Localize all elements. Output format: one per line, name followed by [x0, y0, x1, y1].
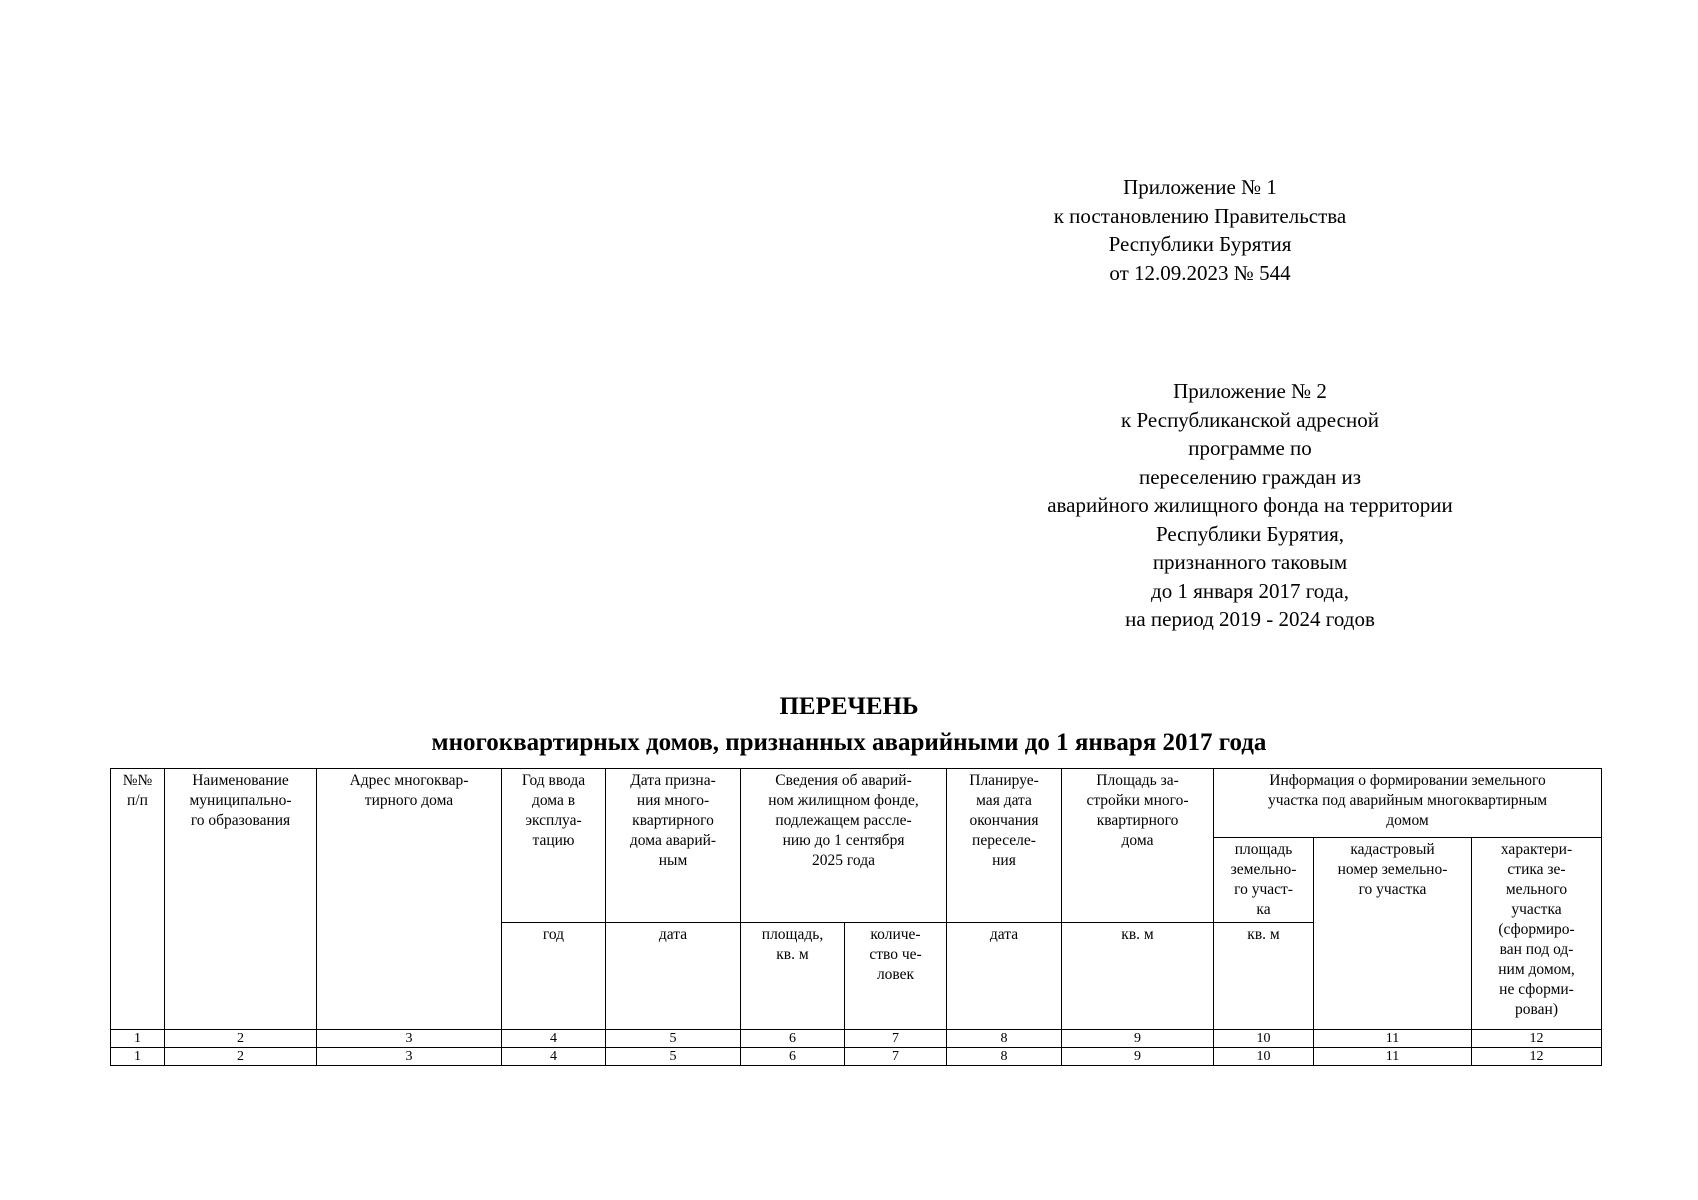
header-text: 2025 года: [812, 852, 875, 869]
annex-2-line: признанного таковым: [1152, 550, 1348, 574]
column-number: 10: [1214, 1048, 1314, 1066]
column-number: 9: [1062, 1030, 1214, 1048]
header-text: дома аварий-: [629, 832, 717, 849]
header-text: характери-: [1500, 841, 1573, 858]
header-text: го образования: [190, 812, 291, 829]
header-text: муниципально-: [189, 792, 292, 809]
header-text: Информация о формировании земельного: [1269, 772, 1546, 789]
header-text: стика зе-: [1507, 861, 1566, 878]
header-text: ния: [992, 852, 1016, 869]
header-text: участка: [1511, 901, 1562, 918]
header-building-area: [1062, 769, 1214, 923]
column-number: 5: [606, 1030, 741, 1048]
header-text: кадастровый: [1350, 841, 1435, 858]
column-number: 1: [111, 1030, 165, 1048]
unit-text: кв. м: [776, 946, 809, 963]
header-text: тирного дома: [364, 792, 454, 809]
unit-land-area: кв. м: [1214, 923, 1314, 1030]
annex-1-line: к постановлению Правительства: [1053, 203, 1347, 228]
column-number: 12: [1472, 1048, 1602, 1066]
header-text: Планируе-: [969, 772, 1039, 789]
header-address: [317, 769, 502, 1030]
header-text: рован): [1515, 1001, 1558, 1018]
header-text: мая дата: [976, 792, 1032, 809]
annex-2-line: Республики Бурятия,: [1155, 521, 1345, 546]
annex-2-line: к Республиканской адресной: [1121, 407, 1379, 432]
unit-text: ство че-: [869, 946, 922, 963]
annex-2-line: переселению граждан из: [1139, 464, 1361, 489]
annex-1-line: от 12.09.2023 № 544: [1109, 260, 1291, 285]
header-row: [111, 769, 1602, 838]
header-text: номер земельно-: [1337, 861, 1448, 878]
annex-2-line: Приложение № 2: [1173, 379, 1327, 403]
header-text: го участка: [1358, 881, 1427, 898]
column-number: 5: [606, 1048, 741, 1066]
header-text: участка под аварийным многоквартирным: [1267, 792, 1548, 809]
header-cadastral-number: [1314, 838, 1472, 1030]
header-text: стройки много-: [1086, 792, 1189, 809]
column-number-row: [111, 1030, 1602, 1048]
column-number: 4: [502, 1048, 606, 1066]
column-number: 7: [845, 1030, 947, 1048]
header-text: ным: [658, 852, 688, 869]
unit-fund-people: [845, 923, 947, 1030]
unit-fund-area: [741, 923, 845, 1030]
header-land-characteristic: [1472, 838, 1602, 1030]
header-fund-info: [741, 769, 947, 923]
column-number: 12: [1472, 1030, 1602, 1048]
header-recognition-date: [606, 769, 741, 923]
header-text: Сведения об аварий-: [775, 772, 912, 789]
header-text: ном жилищном фонде,: [768, 792, 919, 809]
document-title: [0, 689, 1698, 761]
column-number: 2: [165, 1030, 317, 1048]
column-number: 7: [845, 1048, 947, 1066]
unit-planned-date: дата: [947, 923, 1062, 1030]
header-text: площадь: [1234, 841, 1293, 858]
header-text: нию до 1 сентября: [782, 832, 905, 849]
unit-building-area: кв. м: [1062, 923, 1214, 1030]
annex-2-heading: [990, 377, 1510, 634]
title-line-2: многоквартирных домов, признанных аварийными до 1 января 2017 года: [431, 729, 1267, 756]
header-municipality: [165, 769, 317, 1030]
header-text: ван под од-: [1499, 941, 1574, 958]
header-text: Адрес многоквар-: [349, 772, 469, 789]
annex-1-line: Приложение № 1: [1123, 175, 1277, 199]
header-land-area: [1214, 838, 1314, 923]
annex-2-line: аварийного жилищного фонда на территории: [1047, 493, 1453, 517]
header-planned-date: [947, 769, 1062, 923]
column-number: 2: [165, 1048, 317, 1066]
header-text: квартирного: [632, 812, 714, 829]
annex-2-line: программе по: [1188, 436, 1312, 460]
header-text: тацию: [532, 832, 575, 849]
header-text: Площадь за-: [1096, 772, 1179, 789]
unit-text: ловек: [876, 966, 915, 983]
annex-1-heading: [1000, 173, 1400, 287]
header-text: го участ-: [1234, 881, 1293, 898]
unit-recognition-date: дата: [606, 923, 741, 1030]
header-text: эксплуа-: [525, 812, 582, 829]
column-number-row: [111, 1048, 1602, 1066]
header-text: не сформи-: [1499, 981, 1574, 998]
header-year: [502, 769, 606, 923]
header-text: ния много-: [636, 792, 710, 809]
column-number: 3: [317, 1048, 502, 1066]
column-number: 8: [947, 1048, 1062, 1066]
column-number: 10: [1214, 1030, 1314, 1048]
unit-text: площадь,: [761, 926, 824, 943]
header-text: домом: [1386, 812, 1429, 829]
annex-2-line: до 1 января 2017 года,: [1151, 578, 1349, 603]
houses-table: [110, 768, 1602, 1066]
unit-text: количе-: [870, 926, 921, 943]
header-text: п/п: [127, 792, 148, 809]
header-text: ним домом,: [1498, 961, 1575, 978]
header-text: Год ввода: [521, 772, 586, 789]
column-number: 6: [741, 1048, 845, 1066]
header-text: дома в: [531, 792, 576, 809]
column-number: 3: [317, 1030, 502, 1048]
header-land-info: [1214, 769, 1602, 838]
header-num: [111, 769, 165, 1030]
column-number: 11: [1314, 1048, 1472, 1066]
column-number: 9: [1062, 1048, 1214, 1066]
header-text: (сформиро-: [1498, 921, 1575, 938]
header-text: Наименование: [192, 772, 289, 789]
header-text: квартирного: [1096, 812, 1179, 829]
column-number: 1: [111, 1048, 165, 1066]
column-number: 8: [947, 1030, 1062, 1048]
column-number: 6: [741, 1030, 845, 1048]
header-text: Дата призна-: [630, 772, 716, 789]
header-text: дома: [1121, 832, 1154, 849]
header-text: земельно-: [1230, 861, 1297, 878]
column-number: 11: [1314, 1030, 1472, 1048]
header-text: №№: [122, 772, 153, 789]
unit-year: год: [502, 923, 606, 1030]
header-text: ка: [1256, 901, 1271, 918]
header-text: подлежащем рассле-: [775, 812, 912, 829]
header-text: переселе-: [972, 832, 1036, 849]
header-text: мельного: [1505, 881, 1568, 898]
annex-1-line: Республики Бурятия: [1108, 232, 1292, 256]
title-line-1: ПЕРЕЧЕНЬ: [779, 693, 919, 720]
column-number: 4: [502, 1030, 606, 1048]
header-text: окончания: [969, 812, 1039, 829]
annex-2-line: на период 2019 - 2024 годов: [1125, 607, 1375, 631]
